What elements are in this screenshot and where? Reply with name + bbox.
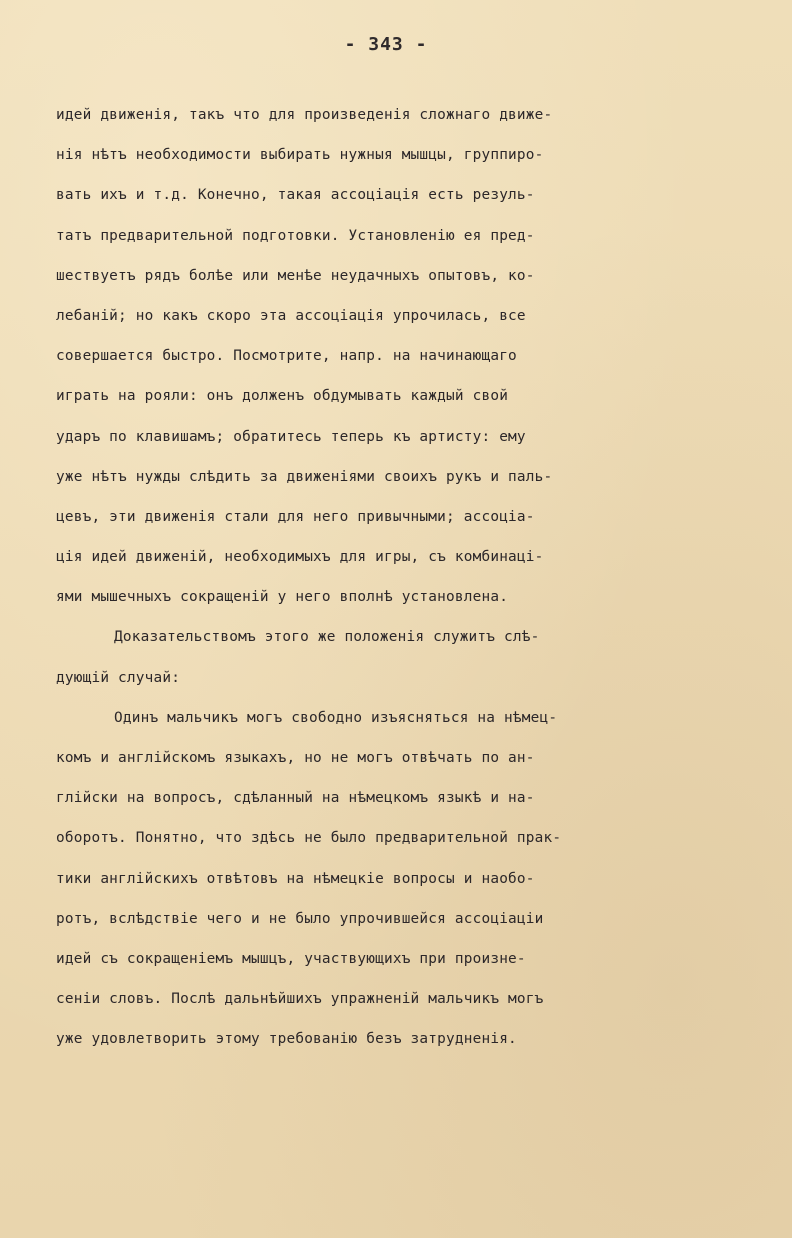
text-line: играть на рояли: онъ долженъ обдумывать каждый свой (56, 388, 509, 405)
text-line: сеніи словъ. Послѣ дальнѣйшихъ упражненій мальчикъ могъ (56, 991, 544, 1008)
text-line: глійски на вопросъ, сдѣланный на нѣмецкомъ языкѣ и на- (56, 790, 535, 807)
text-line: комъ и англійскомъ языкахъ, но не могъ отвѣчать по ан- (56, 750, 535, 766)
text-line: Доказательствомъ этого же положенія служитъ слѣ- (114, 629, 540, 646)
text-line: нія нѣтъ необходимости выбирать нужныя мышцы, группиро- (56, 147, 544, 164)
text-line: ударъ по клавишамъ; обратитесь теперь къ артисту: ему (56, 428, 526, 445)
text-line: уже нѣтъ нужды слѣдить за движеніями своихъ рукъ и паль- (56, 468, 553, 485)
text-line: лебаній; но какъ скоро эта ассоціація упрочилась, все (56, 307, 526, 324)
text-line: шествуетъ рядъ болѣе или менѣе неудачныхъ опытовъ, ко- (56, 267, 535, 284)
text-line: татъ предварительной подготовки. Установленію ея пред- (56, 227, 535, 244)
text-line: ротъ, вслѣдствіе чего и не было упрочившейся ассоціаціи (56, 910, 544, 927)
text-line: оборотъ. Понятно, что здѣсь не было предварительной прак- (56, 830, 562, 847)
text-line: совершается быстро. Посмотрите, напр. на начинающаго (56, 348, 517, 365)
text-line: уже удовлетворить этому требованію безъ затрудненія. (56, 1031, 517, 1048)
text-line: идей съ сокращеніемъ мышцъ, участвующихъ при произне- (56, 950, 526, 967)
text-line: идей движенія, такъ что для произведенія сложнаго движе- (56, 107, 553, 123)
text-line: ями мышечныхъ сокращеній у него вполнѣ установлена. (56, 589, 509, 606)
text-line: тики англійскихъ отвѣтовъ на нѣмецкіе вопросы и наобо- (56, 870, 535, 887)
text-line: дующій случай: (56, 669, 181, 686)
text-line: вать ихъ и т.д. Конечно, такая ассоціація есть резуль- (56, 187, 535, 204)
body-text (56, 101, 772, 1066)
text-line: Одинъ мальчикъ могъ свободно изъясняться на нѣмец- (114, 709, 558, 726)
text-line: цевъ, эти движенія стали для него привычными; ассоціа- (56, 508, 535, 525)
page-number: - 343 - (344, 34, 428, 55)
text-line: ція идей движеній, необходимыхъ для игры, съ комбинаці- (56, 549, 544, 566)
